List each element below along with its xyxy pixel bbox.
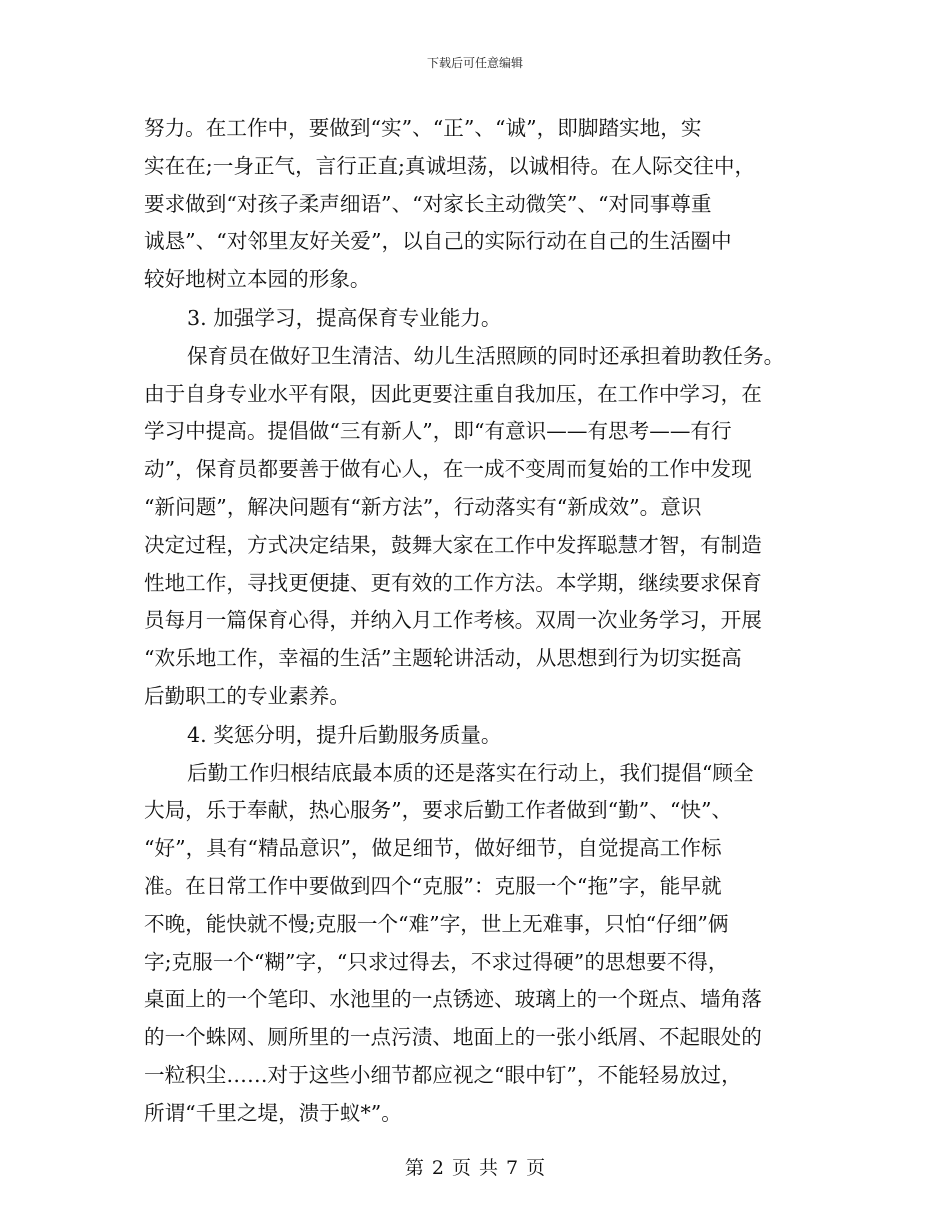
paragraph-line: “欢乐地工作，幸福的生活”主题轮讲活动，从思想到行为切实挺高 xyxy=(144,646,742,671)
paragraph-line: 准。在日常工作中要做到四个“克服”：克服一个“拖”字，能早就 xyxy=(144,873,722,898)
section-heading: 4. 奖惩分明，提升后勤服务质量。 xyxy=(187,722,502,747)
paragraph-line: 后勤工作归根结底最本质的还是落实在行动上，我们提倡“顾全 xyxy=(187,760,754,785)
paragraph-line: 性地工作，寻找更便捷、更有效的工作方法。本学期，继续要求保育 xyxy=(144,570,762,595)
paragraph-line: 较好地树立本园的形象。 xyxy=(144,267,371,292)
document-body xyxy=(144,110,814,1133)
paragraph-line: 桌面上的一个笔印、水池里的一点锈迹、玻璃上的一个斑点、墙角落 xyxy=(144,987,762,1012)
page-footer: 第 2 页 共 7 页 xyxy=(404,1157,546,1179)
paragraph-line: 后勤职工的专业素养。 xyxy=(144,683,350,708)
paragraph-line: 字;克服一个“糊”字，“只求过得去，不求过得硬”的思想要不得， xyxy=(144,949,729,974)
paragraph-line: “好”，具有“精品意识”，做足细节，做好细节，自觉提高工作标 xyxy=(144,836,722,861)
paragraph-line: 的一个蛛网、厕所里的一点污渍、地面上的一张小纸屑、不起眼处的 xyxy=(144,1025,762,1050)
paragraph-line: 保育员在做好卫生清洁、幼儿生活照顾的同时还承担着助教任务。 xyxy=(187,343,785,368)
paragraph-line: “新问题”，解决问题有“新方法”，行动落实有“新成效”。意识 xyxy=(144,494,702,519)
paragraph-line: 大局，乐于奉献，热心服务”，要求后勤工作者做到“勤”、“快”、 xyxy=(144,798,733,823)
paragraph-line: 一粒积尘……对于这些小细节都应视之“眼中钉”，不能轻易放过， xyxy=(144,1062,742,1087)
paragraph-line: 由于自身专业水平有限，因此更要注重自我加压，在工作中学习，在 xyxy=(144,381,762,406)
paragraph-line: 要求做到“对孩子柔声细语”、“对家长主动微笑”、“对同事尊重 xyxy=(144,191,712,216)
paragraph-line: 学习中提高。提倡做“三有新人”，即“有意识——有思考——有行 xyxy=(144,419,732,444)
section-heading: 3. 加强学习，提高保育专业能力。 xyxy=(187,305,502,330)
paragraph-line: 诚恳”、“对邻里友好关爱”，以自己的实际行动在自己的生活圈中 xyxy=(144,229,732,254)
paragraph-line: 决定过程，方式决定结果，鼓舞大家在工作中发挥聪慧才智，有制造 xyxy=(144,532,762,557)
paragraph-line: 努力。在工作中，要做到“实”、“正”、“诚”，即脚踏实地，实 xyxy=(144,116,702,140)
paragraph-line: 不晚，能快就不慢;克服一个“难”字，世上无难事，只怕“仔细”俩 xyxy=(144,911,729,936)
paragraph-line: 实在在;一身正气，言行正直;真诚坦荡，以诚相待。在人际交往中， xyxy=(144,153,756,178)
paragraph-line: 所谓“千里之堤，溃于蚁*”。 xyxy=(144,1100,402,1125)
page-header: 下载后可任意编辑 xyxy=(426,56,523,70)
paragraph-line: 员每月一篇保育心得，并纳入月工作考核。双周一次业务学习，开展 xyxy=(144,608,762,633)
paragraph-line: 动”，保育员都要善于做有心人，在一成不变周而复始的工作中发现 xyxy=(144,457,752,482)
